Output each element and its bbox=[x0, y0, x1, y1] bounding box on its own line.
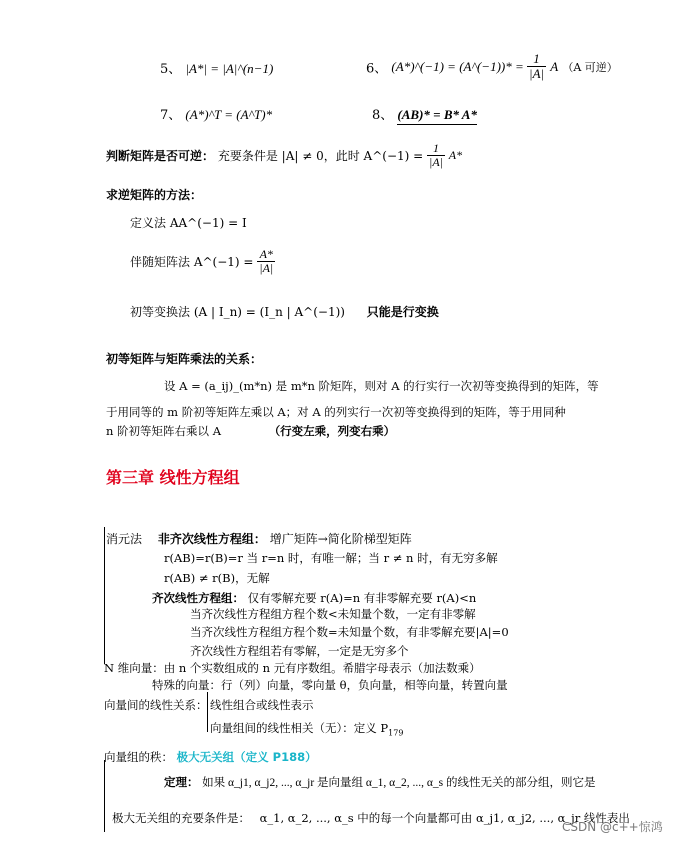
theorem-text: 如果 α_j1, α_j2, ..., α_jr 是向量组 α_1, α_2, ..., α_s 的线性无关的部分组，则它是 bbox=[202, 777, 596, 789]
elementary-line-1: 设 A = (a_ij)_(m*n) 是 m*n 阶矩阵，则对 A 的行实行一次初等变换得到的矩阵，等 bbox=[164, 379, 599, 393]
relation-2-text: 向量组间的线性相关（无）：定义 P bbox=[210, 721, 389, 735]
bracket-elim bbox=[104, 527, 105, 664]
relation-2-sub: 179 bbox=[388, 728, 404, 738]
inverse-method-2 bbox=[130, 248, 275, 275]
formula-5 bbox=[160, 58, 273, 77]
formula-8 bbox=[372, 104, 477, 123]
inverse-method-2-fraction bbox=[257, 248, 275, 275]
elementary-title: 初等矩阵与矩阵乘法的关系： bbox=[106, 352, 263, 366]
nonhom-title: 非齐次线性方程组： bbox=[157, 532, 266, 546]
invertible-fraction: $\frac{1}{|A|}$ bbox=[429, 141, 443, 170]
bracket-main bbox=[104, 760, 105, 832]
inverse-method-1: 定义法 AA^(−1) = I bbox=[130, 216, 247, 230]
inverse-method-2-den: |A| bbox=[259, 261, 274, 276]
formula-6-tail: A bbox=[550, 58, 559, 74]
condition-text: 极大无关组的充要条件是： bbox=[112, 811, 250, 825]
formula-6-fraction: $\frac{1}{|A|}$ bbox=[529, 51, 545, 82]
inverse-methods-title: 求逆矩阵的方法： bbox=[106, 188, 203, 202]
theorem-title: 定理： bbox=[164, 775, 199, 789]
formula-6-expr: (A*)^(−1) = (A^(−1))* = bbox=[391, 58, 527, 74]
inverse-method-3 bbox=[130, 303, 439, 320]
elim-line bbox=[106, 530, 412, 547]
hom-3: 齐次线性方程组若有零解，一定是无穷多个 bbox=[190, 644, 409, 658]
hom-line bbox=[152, 590, 476, 606]
csdn-watermark: CSDN @c++惊鸿 bbox=[562, 820, 663, 834]
nonhom-text: 增广矩阵→简化阶梯型矩阵 bbox=[269, 532, 412, 546]
rank-title: 向量组的秩： bbox=[104, 750, 173, 764]
formula-6-number: 6、 bbox=[366, 61, 388, 77]
theorem-line bbox=[164, 774, 595, 790]
inverse-method-3-note: 只能是行变换 bbox=[366, 305, 439, 319]
hom-2: 当齐次线性方程组方程个数=未知量个数，有非零解充要|A|=0 bbox=[190, 625, 509, 639]
formula-7-expr: (A*)^T = (A^T)* bbox=[185, 107, 273, 122]
formula-5-expr: |A*| = |A|^(n−1) bbox=[185, 61, 274, 76]
inverse-method-2-text: 伴随矩阵法 A^(−1) = bbox=[130, 255, 258, 270]
formula-6-note: （A 可逆） bbox=[562, 60, 618, 74]
hom-title: 齐次线性方程组： bbox=[152, 591, 244, 605]
invertible-text: 充要条件是 |A| ≠ 0，此时 A^(−1) = bbox=[217, 149, 428, 164]
chapter-title: 第三章 线性方程组 bbox=[106, 468, 240, 487]
hom-1: 当齐次线性方程组方程个数<未知量个数，一定有非零解 bbox=[190, 607, 476, 621]
formula-7 bbox=[160, 104, 272, 123]
nvec-line: N 维向量：由 n 个实数组成的 n 元有序数组。希腊字母表示（加法数乘） bbox=[104, 661, 481, 675]
formula-8-expr: (AB)* = B* A* bbox=[397, 107, 477, 125]
elementary-line-2: 于用同等的 m 阶初等矩阵左乘以 A；对 A 的列实行一次初等变换得到的矩阵，等于用同种 bbox=[106, 405, 566, 419]
relation-2 bbox=[210, 720, 403, 737]
case-2: r(AB) ≠ r(B)，无解 bbox=[164, 571, 270, 585]
invertible-line bbox=[106, 142, 462, 169]
formula-8-number: 8、 bbox=[372, 108, 394, 123]
condition-line bbox=[112, 810, 630, 826]
inverse-method-2-num: A* bbox=[257, 248, 275, 262]
elim-label: 消元法 bbox=[106, 532, 143, 546]
formula-6 bbox=[366, 52, 618, 82]
invertible-tail: A* bbox=[448, 148, 463, 163]
elementary-line-3 bbox=[106, 423, 395, 439]
rank-line bbox=[104, 749, 317, 765]
condition-expr: α_1, α_2, ..., α_s 中的每一个向量都可由 α_j1, α_j2, ..., α_jr 线性表出 bbox=[259, 811, 630, 825]
rank-link: 极大无关组（定义 P188） bbox=[176, 750, 317, 764]
elementary-line-3-text: n 阶初等矩阵右乘以 A bbox=[106, 424, 222, 438]
relation-1: 线性组合或线性表示 bbox=[210, 698, 314, 712]
elementary-line-3-note: （行变左乘，列变右乘） bbox=[268, 424, 396, 438]
inverse-method-3-text: 初等变换法 (A | I_n) = (I_n | A^(−1)) bbox=[130, 305, 345, 319]
special-line: 特殊的向量：行（列）向量，零向量 θ，负向量，相等向量，转置向量 bbox=[152, 678, 508, 692]
formula-5-number: 5、 bbox=[160, 62, 182, 77]
hom-text: 仅有零解充要 r(A)=n 有非零解充要 r(A)<n bbox=[247, 591, 477, 605]
relation-title: 向量间的线性关系： bbox=[104, 698, 208, 712]
case-1: r(AB)=r(B)=r 当 r=n 时，有唯一解；当 r ≠ n 时，有无穷多解 bbox=[164, 551, 498, 565]
invertible-title: 判断矩阵是否可逆： bbox=[106, 149, 215, 164]
formula-7-number: 7、 bbox=[160, 108, 182, 123]
